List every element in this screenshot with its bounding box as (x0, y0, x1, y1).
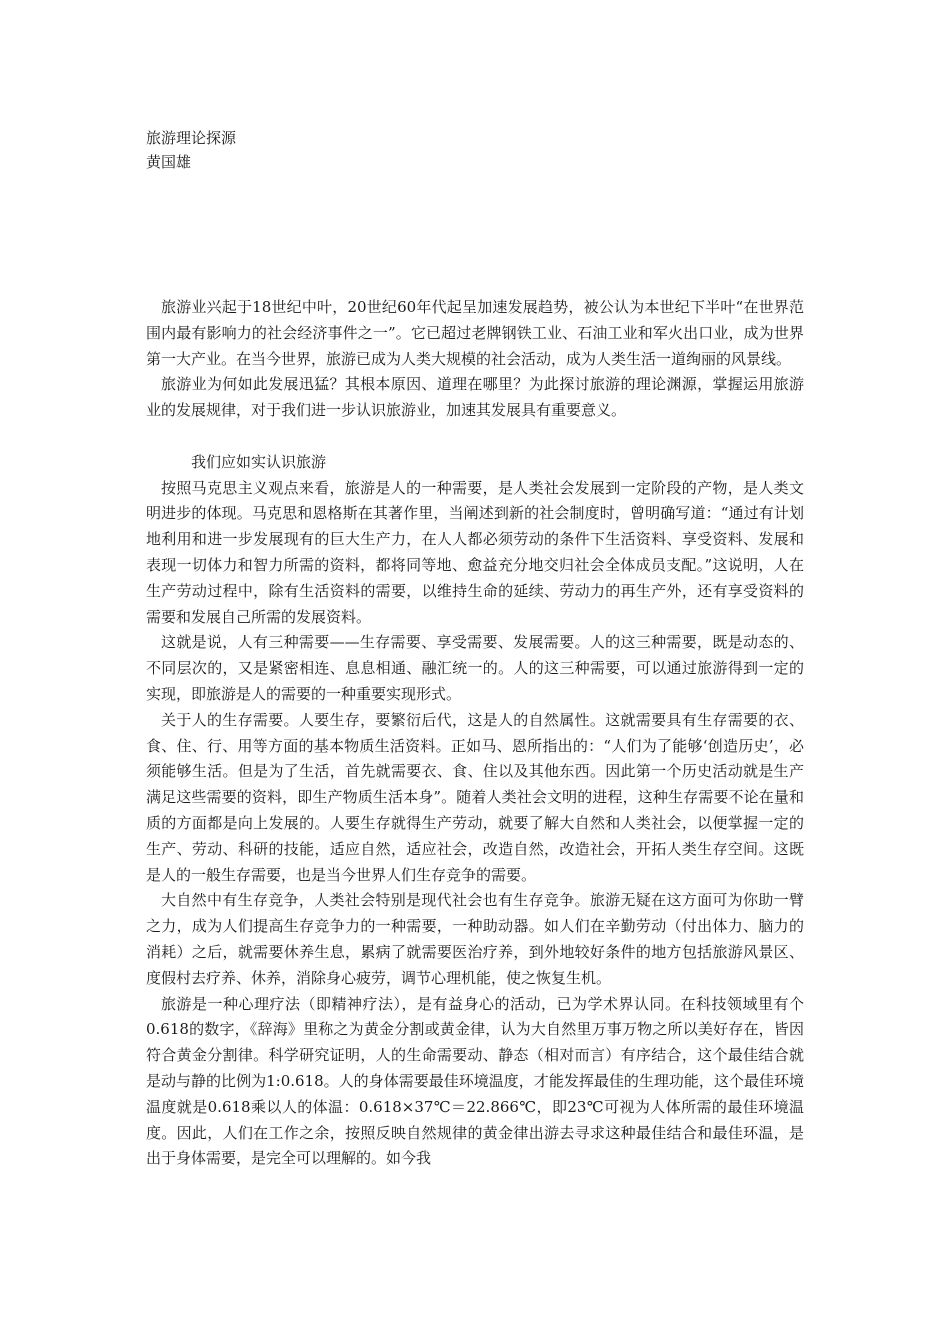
body-paragraph: 大自然中有生存竞争，人类社会特别是现代社会也有生存竞争。旅游无疑在这方面可为你助一臂之力，成为人们提高生存竞争力的一种需要，一种助动器。如人们在辛勤劳动（付出体力、脑力的消耗）之后，就需要休养生息，累病了就需要医治疗养，到外地较好条件的地方包括旅游风景区、度假村去疗养、休养，消除身心疲劳，调节心理机能，使之恢复生机。 (146, 891, 804, 987)
intro-paragraph: 旅游业为何如此发展迅猛？其根本原因、道理在哪里？为此探讨旅游的理论渊源，掌握运用旅游业的发展规律，对于我们进一步认识旅游业，加速其发展具有重要意义。 (146, 375, 804, 420)
paragraph-spacer (146, 424, 804, 450)
document-body (146, 295, 804, 1172)
body-paragraph: 关于人的生存需要。人要生存，要繁衍后代，这是人的自然属性。这就需要具有生存需要的衣、食、住、行、用等方面的基本物质生活资料。正如马、恩所指出的：“人们为了能够‘创造历史’，必须能够生活。但是为了生活，首先就需要衣、食、住以及其他东西。因此第一个历史活动就是生产满足这些需要的资料，即生产物质生活本身”。随着人类社会文明的进程，这种生存需要不论在量和质的方面都是向上发展的。人要生存就得生产劳动，就要了解大自然和人类社会，以便掌握一定的生产、劳动、科研的技能，适应自然，适应社会，改造自然，改造社会，开拓人类生存空间。这既是人的一般生存需要，也是当今世界人们生存竞争的需要。 (146, 710, 804, 884)
body-paragraph: 旅游是一种心理疗法（即精神疗法），是有益身心的活动，已为学术界认同。在科技领域里有个0.618的数字，《辞海》里称之为黄金分割或黄金律，认为大自然里万事万物之所以美好存在，皆因符合黄金分割律。科学研究证明，人的生命需要动、静态（相对而言）有序结合，这个最佳结合就是动与静的比例为1:0.618。人的身体需要最佳环境温度，才能发挥最佳的生理功能，这个最佳环境温度就是0.618乘以人的体温：0.618×37℃＝22.866℃，即23℃可视为人体所需的最佳环境温度。因此，人们在工作之余，按照反映自然规律的黄金律出游去寻求这种最佳结合和最佳环温，是出于身体需要，是完全可以理解的。如今我 (146, 994, 804, 1168)
body-paragraph: 按照马克思主义观点来看，旅游是人的一种需要，是人类社会发展到一定阶段的产物，是人类文明进步的体现。马克思和恩格斯在其著作里，当阐述到新的社会制度时，曾明确写道：“通过有计划地利用和进一步发展现有的巨大生产力，在人人都必须劳动的条件下生活资料、享受资料、发展和表现一切体力和智力所需的资料，都将同等地、愈益充分地交归社会全体成员支配。”这说明，人在生产劳动过程中，除有生活资料的需要，以维持生命的延续、劳动力的再生产外，还有享受资料的需要和发展自己所需的发展资料。 (146, 478, 804, 626)
intro-paragraph: 旅游业兴起于18世纪中叶，20世纪60年代起呈加速发展趋势，被公认为本世纪下半叶“在世界范围内最有影响力的社会经济事件之一”。它已超过老牌钢铁工业、石油工业和军火出口业，成为世界第一大产业。在当今世界，旅游已成为人类大规模的社会活动，成为人类生活一道绚丽的风景线。 (146, 298, 804, 368)
section-heading: 我们应如实认识旅游 (191, 452, 327, 471)
document-title: 旅游理论探源 (146, 129, 237, 147)
document-header (146, 126, 236, 174)
document-author: 黄国雄 (146, 153, 192, 171)
body-paragraph: 这就是说，人有三种需要——生存需要、享受需要、发展需要。人的这三种需要，既是动态的、不同层次的，又是紧密相连、息息相通、融汇统一的。人的这三种需要，可以通过旅游得到一定的实现，即旅游是人的需要的一种重要实现形式。 (146, 633, 804, 703)
